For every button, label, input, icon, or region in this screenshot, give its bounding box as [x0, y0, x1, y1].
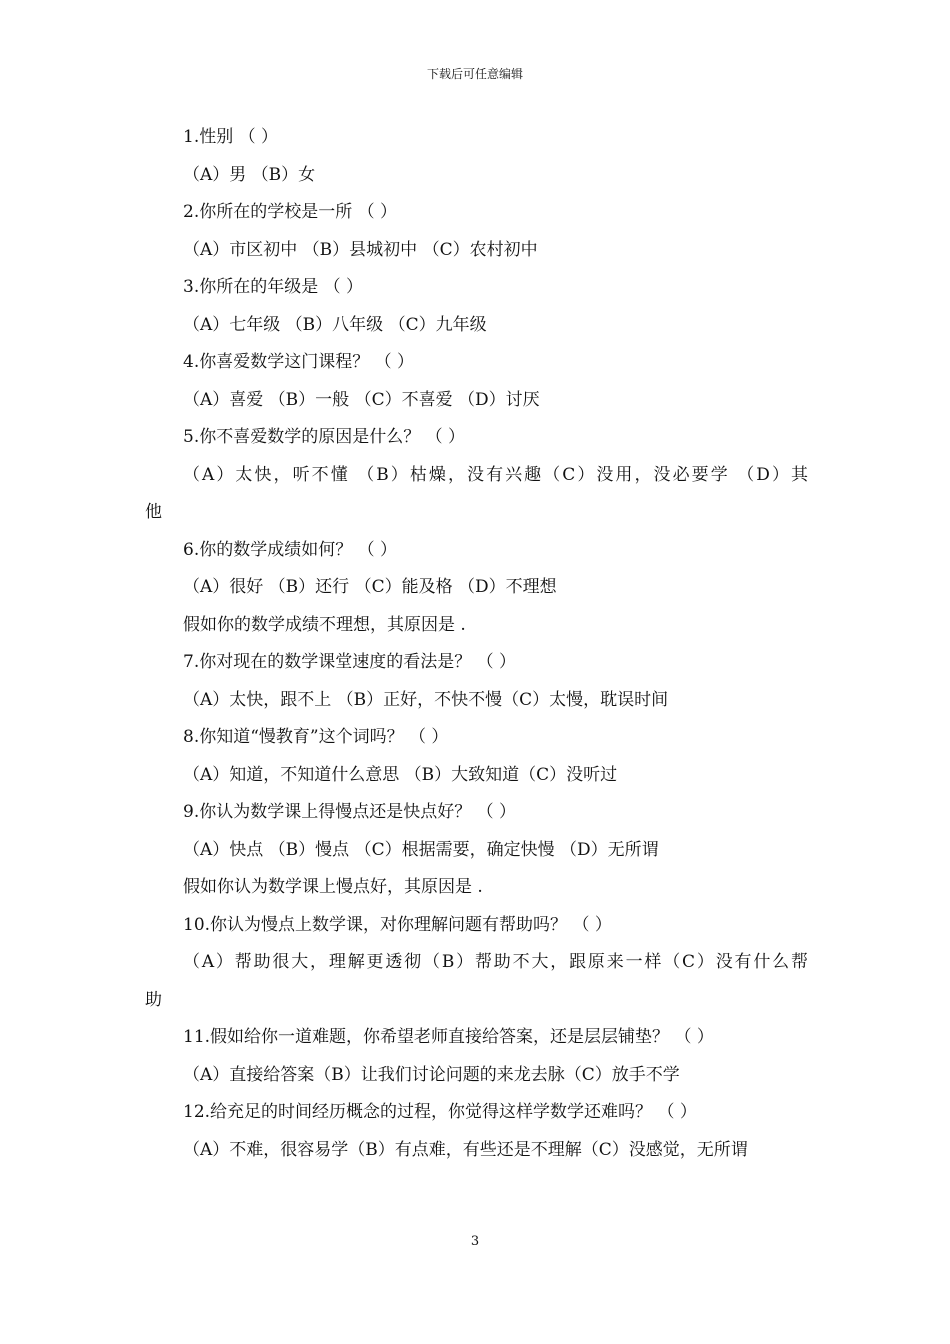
- options-6: （A）很好 （B）还行 （C）能及格 （D）不理想: [183, 577, 557, 597]
- question-5: 5.你不喜爱数学的原因是什么？ （ ）: [183, 427, 466, 447]
- question-4: 4.你喜爱数学这门课程？ （ ）: [183, 352, 415, 372]
- question-10: 10.你认为慢点上数学课，对你理解问题有帮助吗？ （ ）: [183, 914, 612, 935]
- page-header: 下载后可任意编辑: [426, 67, 523, 81]
- options-11: （A）直接给答案（B）让我们讨论问题的来龙去脉（C）放手不学: [183, 1064, 680, 1085]
- options-10-continued: 助: [145, 989, 162, 1010]
- options-2: （A）市区初中 （B）县城初中 （C）农村初中: [183, 239, 538, 260]
- options-1: （A）男 （B）女: [183, 164, 316, 185]
- question-9: 9.你认为数学课上得慢点还是快点好？ （ ）: [183, 802, 517, 822]
- options-7: （A）太快，跟不上 （B）正好，不快不慢（C）太慢，耽误时间: [183, 689, 669, 710]
- page-number: 3: [470, 1234, 480, 1249]
- question-7: 7.你对现在的数学课堂速度的看法是？ （ ）: [183, 652, 517, 672]
- questionnaire-body: [145, 119, 808, 1169]
- options-10: （A）帮助很大，理解更透彻（B）帮助不大，跟原来一样（C）没有什么帮: [183, 952, 808, 972]
- question-2: 2.你所在的学校是一所 （ ）: [183, 202, 398, 222]
- question-6: 6.你的数学成绩如何？ （ ）: [183, 539, 398, 560]
- question-1: 1.性别 （ ）: [183, 127, 279, 147]
- options-3: （A）七年级 （B）八年级 （C）九年级: [183, 314, 487, 335]
- followup-9: 假如你认为数学课上慢点好，其原因是 .: [183, 877, 483, 897]
- options-8: （A）知道，不知道什么意思 （B）大致知道（C）没听过: [183, 764, 618, 785]
- question-12: 12.给充足的时间经历概念的过程，你觉得这样学数学还难吗？ （ ）: [183, 1102, 697, 1122]
- options-5-continued: 他: [145, 502, 162, 522]
- followup-6: 假如你的数学成绩不理想，其原因是 .: [183, 614, 466, 635]
- options-4: （A）喜爱 （B）一般 （C）不喜爱 （D）讨厌: [183, 389, 540, 410]
- options-5: （A）太快，听不懂 （B）枯燥，没有兴趣（C）没用，没必要学 （D）其: [183, 464, 808, 485]
- question-3: 3.你所在的年级是 （ ）: [183, 277, 364, 297]
- options-9: （A）快点 （B）慢点 （C）根据需要，确定快慢 （D）无所谓: [183, 839, 659, 860]
- question-11: 11.假如给你一道难题，你希望老师直接给答案，还是层层铺垫？ （ ）: [183, 1027, 714, 1047]
- options-12: （A）不难，很容易学（B）有点难，有些还是不理解（C）没感觉，无所谓: [183, 1139, 748, 1160]
- question-8: 8.你知道“慢教育”这个词吗？ （ ）: [183, 727, 449, 747]
